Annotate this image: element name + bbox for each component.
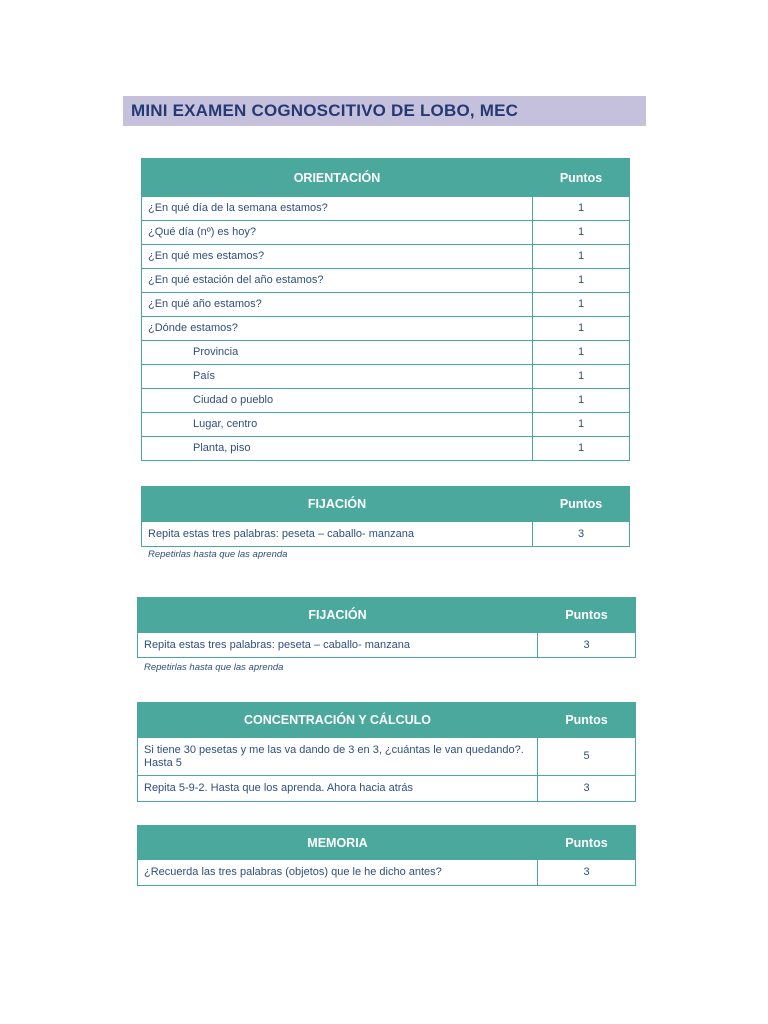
points-cell: 3 <box>533 522 630 547</box>
fijacion-table-1 <box>141 486 630 547</box>
table-row <box>142 245 630 269</box>
points-cell: 1 <box>533 365 630 389</box>
question-cell: Repita estas tres palabras: peseta – caballo- manzana <box>142 522 533 547</box>
points-header: Puntos <box>538 826 636 860</box>
section-header: FIJACIÓN <box>138 598 538 633</box>
table-row <box>138 860 636 886</box>
table-row <box>138 738 636 776</box>
question-cell: ¿Dónde estamos? <box>142 317 533 341</box>
points-cell: 1 <box>533 245 630 269</box>
orientacion-table <box>141 158 630 461</box>
table-row <box>142 389 630 413</box>
points-cell: 1 <box>533 437 630 461</box>
points-cell: 1 <box>533 293 630 317</box>
table-row <box>138 633 636 658</box>
points-cell: 3 <box>538 860 636 886</box>
question-cell: Provincia <box>142 341 533 365</box>
question-cell: Si tiene 30 pesetas y me las va dando de 3 en 3, ¿cuántas le van quedando?. Hasta 5 <box>138 738 538 776</box>
section-header: FIJACIÓN <box>142 487 533 522</box>
table-row <box>142 221 630 245</box>
concentracion-table <box>137 702 636 802</box>
question-cell: ¿En qué estación del año estamos? <box>142 269 533 293</box>
points-cell: 1 <box>533 269 630 293</box>
section-header: MEMORIA <box>138 826 538 860</box>
points-cell: 5 <box>538 738 636 776</box>
points-header: Puntos <box>533 159 630 197</box>
table-row <box>142 341 630 365</box>
table-row <box>142 365 630 389</box>
points-header: Puntos <box>538 703 636 738</box>
memoria-table <box>137 825 636 886</box>
section-header: ORIENTACIÓN <box>142 159 533 197</box>
question-cell: ¿Qué día (nº) es hoy? <box>142 221 533 245</box>
table-row <box>142 437 630 461</box>
question-cell: Repita estas tres palabras: peseta – caballo- manzana <box>138 633 538 658</box>
fijacion-table-2 <box>137 597 636 658</box>
table-row <box>142 197 630 221</box>
points-header: Puntos <box>533 487 630 522</box>
points-cell: 1 <box>533 341 630 365</box>
note-text: Repetirlas hasta que las aprenda <box>148 549 288 560</box>
points-cell: 1 <box>533 221 630 245</box>
question-cell: ¿En qué día de la semana estamos? <box>142 197 533 221</box>
question-cell: Planta, piso <box>142 437 533 461</box>
question-cell: Lugar, centro <box>142 413 533 437</box>
table-row <box>142 293 630 317</box>
points-cell: 1 <box>533 389 630 413</box>
question-cell: ¿En qué mes estamos? <box>142 245 533 269</box>
table-row <box>142 522 630 547</box>
points-cell: 1 <box>533 413 630 437</box>
table-row <box>142 317 630 341</box>
question-cell: ¿En qué año estamos? <box>142 293 533 317</box>
question-cell: Repita 5-9-2. Hasta que los aprenda. Ahora hacia atrás <box>138 776 538 802</box>
table-row <box>138 776 636 802</box>
points-cell: 1 <box>533 197 630 221</box>
points-header: Puntos <box>538 598 636 633</box>
table-row <box>142 269 630 293</box>
points-cell: 3 <box>538 633 636 658</box>
title-bar <box>123 96 646 126</box>
page-title: MINI EXAMEN COGNOSCITIVO DE LOBO, MEC <box>131 101 519 120</box>
points-cell: 3 <box>538 776 636 802</box>
table-row <box>142 413 630 437</box>
note-text: Repetirlas hasta que las aprenda <box>144 662 284 673</box>
question-cell: ¿Recuerda las tres palabras (objetos) que le he dicho antes? <box>138 860 538 886</box>
section-header: CONCENTRACIÓN Y CÁLCULO <box>138 703 538 738</box>
question-cell: País <box>142 365 533 389</box>
question-cell: Ciudad o pueblo <box>142 389 533 413</box>
points-cell: 1 <box>533 317 630 341</box>
